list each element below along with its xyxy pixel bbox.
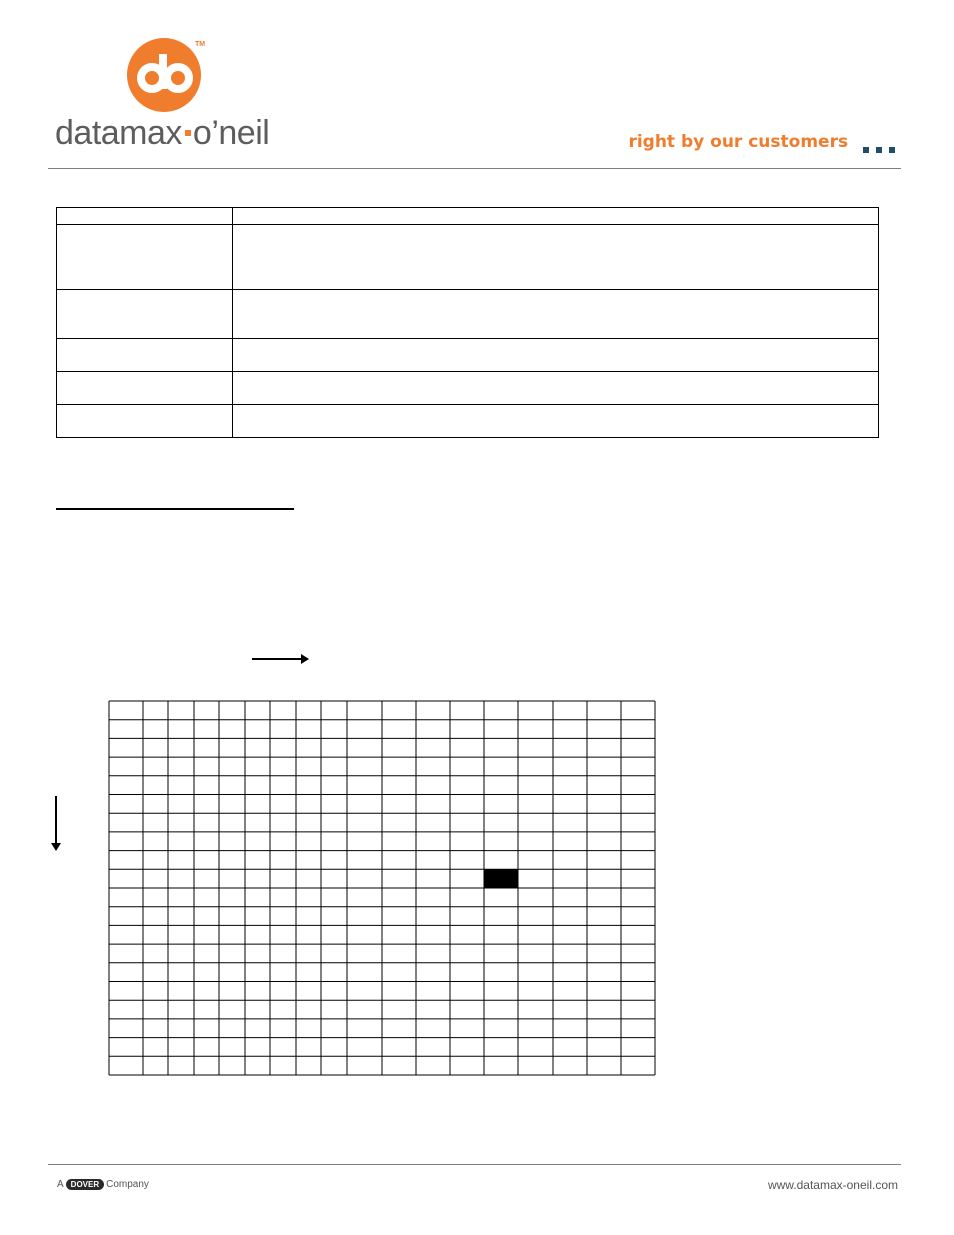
pixel-grid — [108, 700, 725, 1081]
wordmark-left: datamax — [55, 114, 182, 152]
table-row-divider — [56, 289, 879, 290]
parent-company — [57, 1179, 149, 1190]
tagline-dots-icon — [863, 140, 902, 158]
table-row-divider — [56, 338, 879, 339]
tagline-text: right by our customers — [628, 132, 849, 152]
arrow-down-icon — [55, 796, 57, 844]
table-row-divider — [56, 404, 879, 405]
wordmark-right: o’neil — [192, 114, 270, 152]
tagline — [628, 132, 896, 152]
filled-pixel-cell — [484, 869, 518, 888]
wordmark-dot-icon — [185, 130, 191, 136]
info-table — [56, 207, 879, 438]
section-heading-underline — [56, 508, 294, 510]
company-prefix: A — [57, 1179, 64, 1191]
pixel-grid-canvas — [108, 700, 725, 1076]
do-logo-icon — [127, 38, 201, 112]
logo-mark — [127, 38, 201, 112]
arrow-right-icon — [252, 658, 302, 660]
company-suffix: Company — [106, 1179, 149, 1191]
table-row-divider — [56, 371, 879, 372]
table-row-divider — [56, 224, 879, 225]
header-divider — [48, 168, 901, 169]
company-wordmark — [55, 114, 269, 153]
trademark-symbol: TM — [195, 41, 206, 48]
dover-logo: DOVER — [66, 1179, 104, 1190]
footer-divider — [48, 1164, 901, 1165]
website-url: www.datamax-oneil.com — [767, 1178, 898, 1192]
